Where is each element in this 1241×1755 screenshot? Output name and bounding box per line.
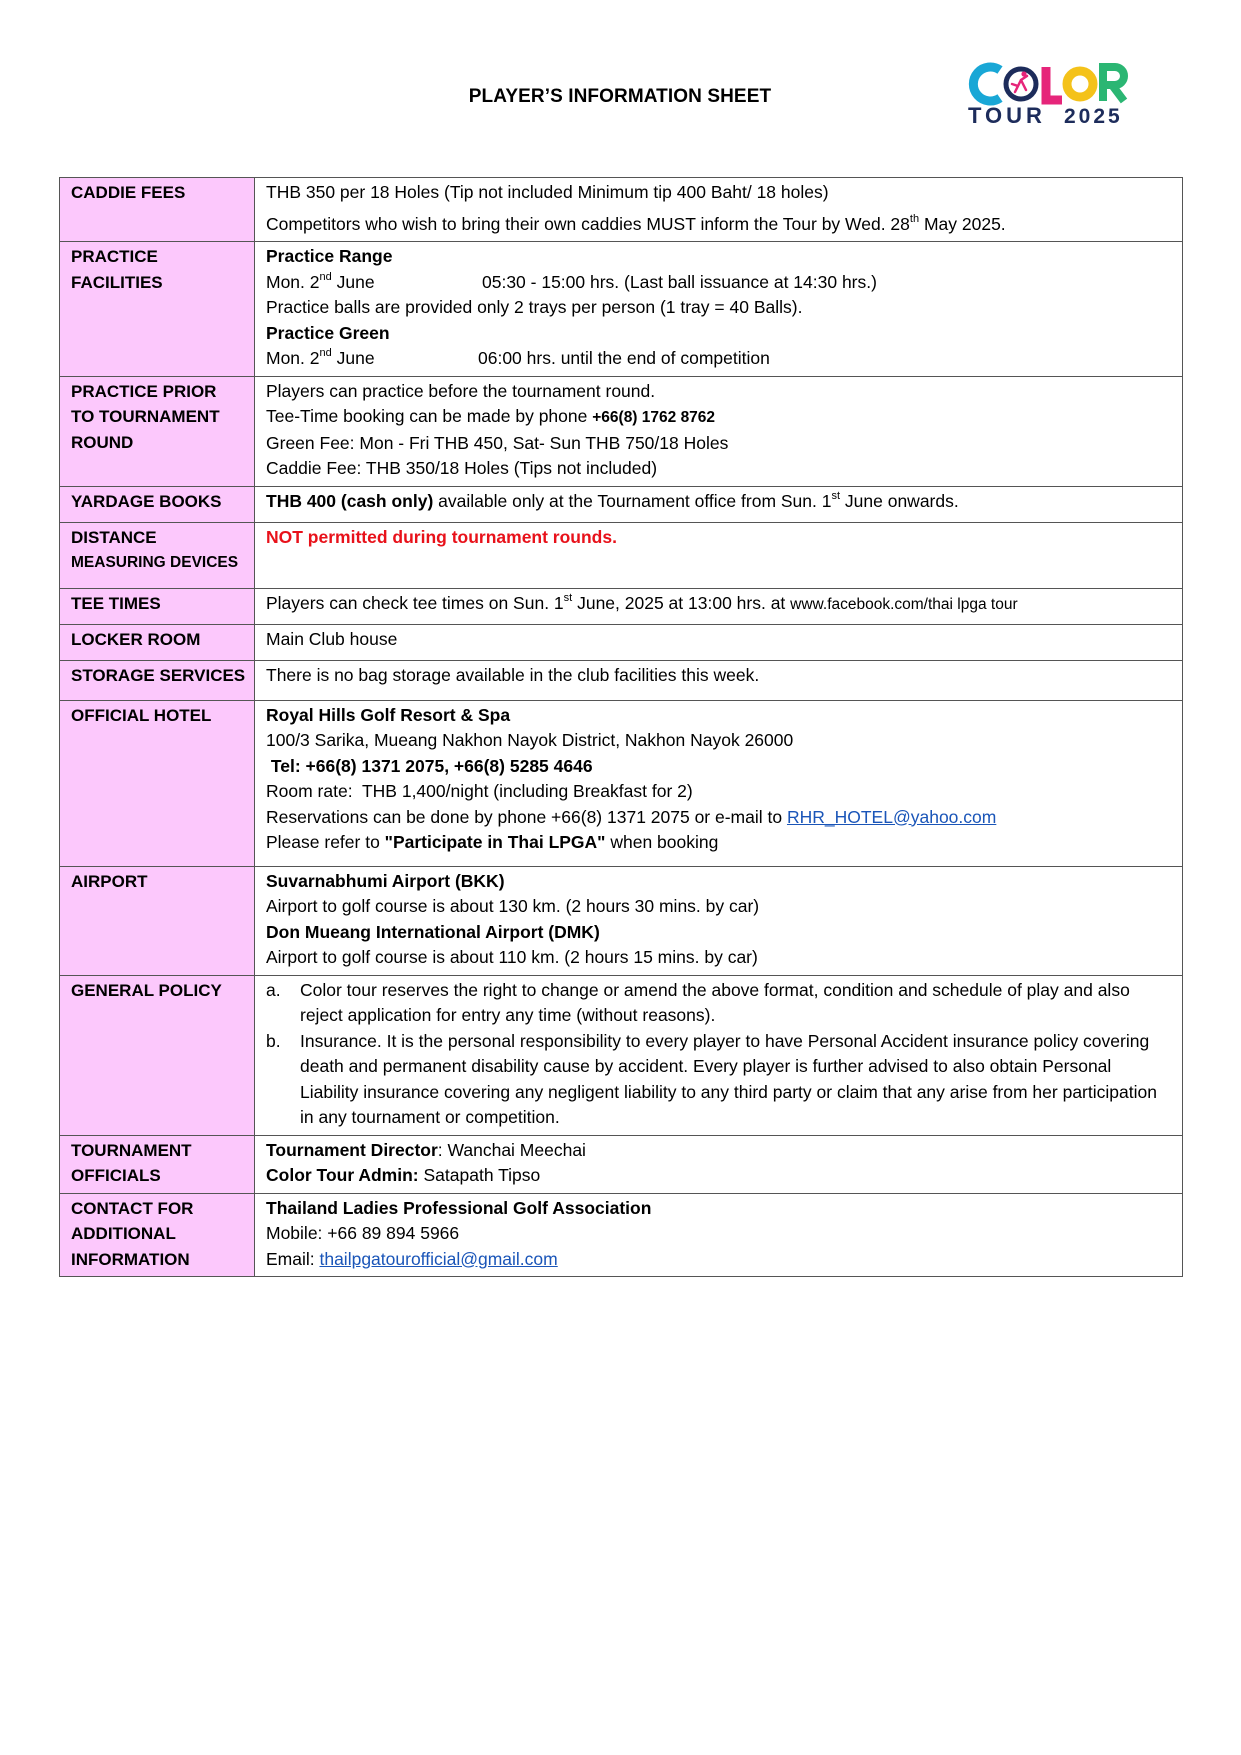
caddie-fee: Caddie Fee: THB 350/18 Holes (Tips not included) bbox=[266, 458, 658, 478]
row-contact bbox=[60, 1193, 1183, 1277]
policy-item: b. Insurance. It is the personal responsibility to every player to have Personal Accident insurance policy covering death and permanent disability cause by accident. Every player is further advised to also obtain Personal Liability insurance covering any negligent liability to any third party or claim that any arise from her participation in any tournament or competition. bbox=[266, 1030, 1157, 1127]
policy-list bbox=[266, 978, 1174, 1131]
airport-dmk-name: Don Mueang International Airport (DMK) bbox=[266, 921, 600, 942]
row-practice-prior bbox=[60, 376, 1183, 486]
info-table bbox=[59, 177, 1183, 1277]
airport-bkk-distance: Airport to golf course is about 130 km. (2 hours 30 mins. by car) bbox=[266, 896, 760, 916]
label-tee-times: TEE TIMES bbox=[60, 588, 255, 624]
label-yardage-books: YARDAGE BOOKS bbox=[60, 486, 255, 522]
practice-balls-note: Practice balls are provided only 2 trays per person (1 tray = 40 Balls). bbox=[266, 297, 803, 317]
hotel-reservation: Reservations can be done by phone +66(8) 1371 2075 or e-mail to RHR_HOTEL@yahoo.com bbox=[266, 806, 997, 827]
practice-green-heading: Practice Green bbox=[266, 322, 390, 343]
color-tour-logo bbox=[966, 56, 1146, 128]
value-airport bbox=[255, 866, 1183, 975]
caddie-own-notice: Competitors who wish to bring their own caddies MUST inform the Tour by Wed. 28th May 2025. bbox=[266, 212, 1006, 234]
row-tournament-officials bbox=[60, 1135, 1183, 1193]
tee-time-booking: Tee-Time booking can be made by phone +66(8) 1762 8762 bbox=[266, 406, 716, 426]
tour-admin: Color Tour Admin: Satapath Tipso bbox=[266, 1165, 541, 1185]
label-storage-services: STORAGE SERVICES bbox=[60, 660, 255, 700]
row-official-hotel bbox=[60, 700, 1183, 866]
value-storage-services: There is no bag storage available in the club facilities this week. bbox=[255, 660, 1183, 700]
hotel-room-rate: Room rate: THB 1,400/night (including Breakfast for 2) bbox=[266, 781, 693, 801]
value-caddie-fees bbox=[255, 178, 1183, 242]
label-practice-prior: PRACTICE PRIOR TO TOURNAMENT ROUND bbox=[60, 376, 255, 486]
label-general-policy: GENERAL POLICY bbox=[60, 975, 255, 1135]
row-practice-facilities bbox=[60, 242, 1183, 377]
hotel-refer-note: Please refer to "Participate in Thai LPGA" when booking bbox=[266, 832, 719, 852]
value-locker-room: Main Club house bbox=[255, 624, 1183, 660]
value-practice-facilities bbox=[255, 242, 1183, 377]
row-airport bbox=[60, 866, 1183, 975]
contact-email: Email: thailpgatourofficial@gmail.com bbox=[266, 1248, 558, 1269]
value-official-hotel bbox=[255, 700, 1183, 866]
contact-mobile: Mobile: +66 89 894 5966 bbox=[266, 1223, 460, 1243]
hotel-name: Royal Hills Golf Resort & Spa bbox=[266, 704, 511, 725]
row-yardage-books bbox=[60, 486, 1183, 522]
label-caddie-fees: CADDIE FEES bbox=[60, 178, 255, 242]
row-general-policy bbox=[60, 975, 1183, 1135]
label-locker-room: LOCKER ROOM bbox=[60, 624, 255, 660]
row-locker-room bbox=[60, 624, 1183, 660]
label-contact: CONTACT FOR ADDITIONAL INFORMATION bbox=[60, 1193, 255, 1277]
label-practice-facilities: PRACTICE FACILITIES bbox=[60, 242, 255, 377]
page-title: PLAYER’S INFORMATION SHEET bbox=[468, 86, 772, 107]
value-practice-prior bbox=[255, 376, 1183, 486]
practice-prior-intro: Players can practice before the tournament round. bbox=[266, 380, 656, 401]
green-fee: Green Fee: Mon - Fri THB 450, Sat- Sun THB 750/18 Holes bbox=[266, 432, 729, 453]
row-caddie-fees bbox=[60, 178, 1183, 242]
row-tee-times bbox=[60, 588, 1183, 624]
logo-tour-text: TOUR bbox=[968, 103, 1046, 128]
value-distance-devices: NOT permitted during tournament rounds. bbox=[255, 522, 1183, 588]
logo-year-text: 2025 bbox=[1064, 105, 1123, 128]
airport-bkk-name: Suvarnabhumi Airport (BKK) bbox=[266, 870, 505, 891]
practice-range-heading: Practice Range bbox=[266, 246, 393, 266]
hotel-address: 100/3 Sarika, Mueang Nakhon Nayok District, Nakhon Nayok 26000 bbox=[266, 730, 794, 750]
policy-item: a. Color tour reserves the right to change or amend the above format, condition and schedule of play and also reject application for entry any time (without reasons). bbox=[266, 979, 1130, 1025]
label-airport: AIRPORT bbox=[60, 866, 255, 975]
label-tournament-officials: TOURNAMENT OFFICIALS bbox=[60, 1135, 255, 1193]
hotel-email-link[interactable]: RHR_HOTEL@yahoo.com bbox=[786, 806, 997, 827]
row-storage-services bbox=[60, 660, 1183, 700]
label-official-hotel: OFFICIAL HOTEL bbox=[60, 700, 255, 866]
practice-range-schedule: Mon. 2nd June 05:30 - 15:00 hrs. (Last ball issuance at 14:30 hrs.) bbox=[266, 270, 877, 292]
value-yardage-books: THB 400 (cash only) available only at the Tournament office from Sun. 1st June onwards. bbox=[255, 486, 1183, 522]
value-general-policy bbox=[255, 975, 1183, 1135]
tee-times-url: www.facebook.com/thai lpga tour bbox=[790, 595, 1018, 613]
contact-organization: Thailand Ladies Professional Golf Association bbox=[266, 1197, 652, 1218]
contact-email-link[interactable]: thailpgatourofficial@gmail.com bbox=[319, 1248, 558, 1269]
airport-dmk-distance: Airport to golf course is about 110 km. (2 hours 15 mins. by car) bbox=[266, 947, 758, 967]
hotel-tel: Tel: +66(8) 1371 2075, +66(8) 5285 4646 bbox=[266, 755, 593, 776]
row-distance-devices bbox=[60, 522, 1183, 588]
value-tournament-officials bbox=[255, 1135, 1183, 1193]
caddie-fee-rate: THB 350 per 18 Holes (Tip not included Minimum tip 400 Baht/ 18 holes) bbox=[266, 182, 829, 202]
tournament-director: Tournament Director: Wanchai Meechai bbox=[266, 1139, 586, 1160]
label-distance-devices: DISTANCE MEASURING DEVICES bbox=[60, 522, 255, 588]
value-contact bbox=[255, 1193, 1183, 1277]
value-tee-times: Players can check tee times on Sun. 1st June, 2025 at 13:00 hrs. at www.facebook.com/thai lpga tour bbox=[255, 588, 1183, 624]
practice-green-schedule: Mon. 2nd June 06:00 hrs. until the end of competition bbox=[266, 347, 770, 368]
